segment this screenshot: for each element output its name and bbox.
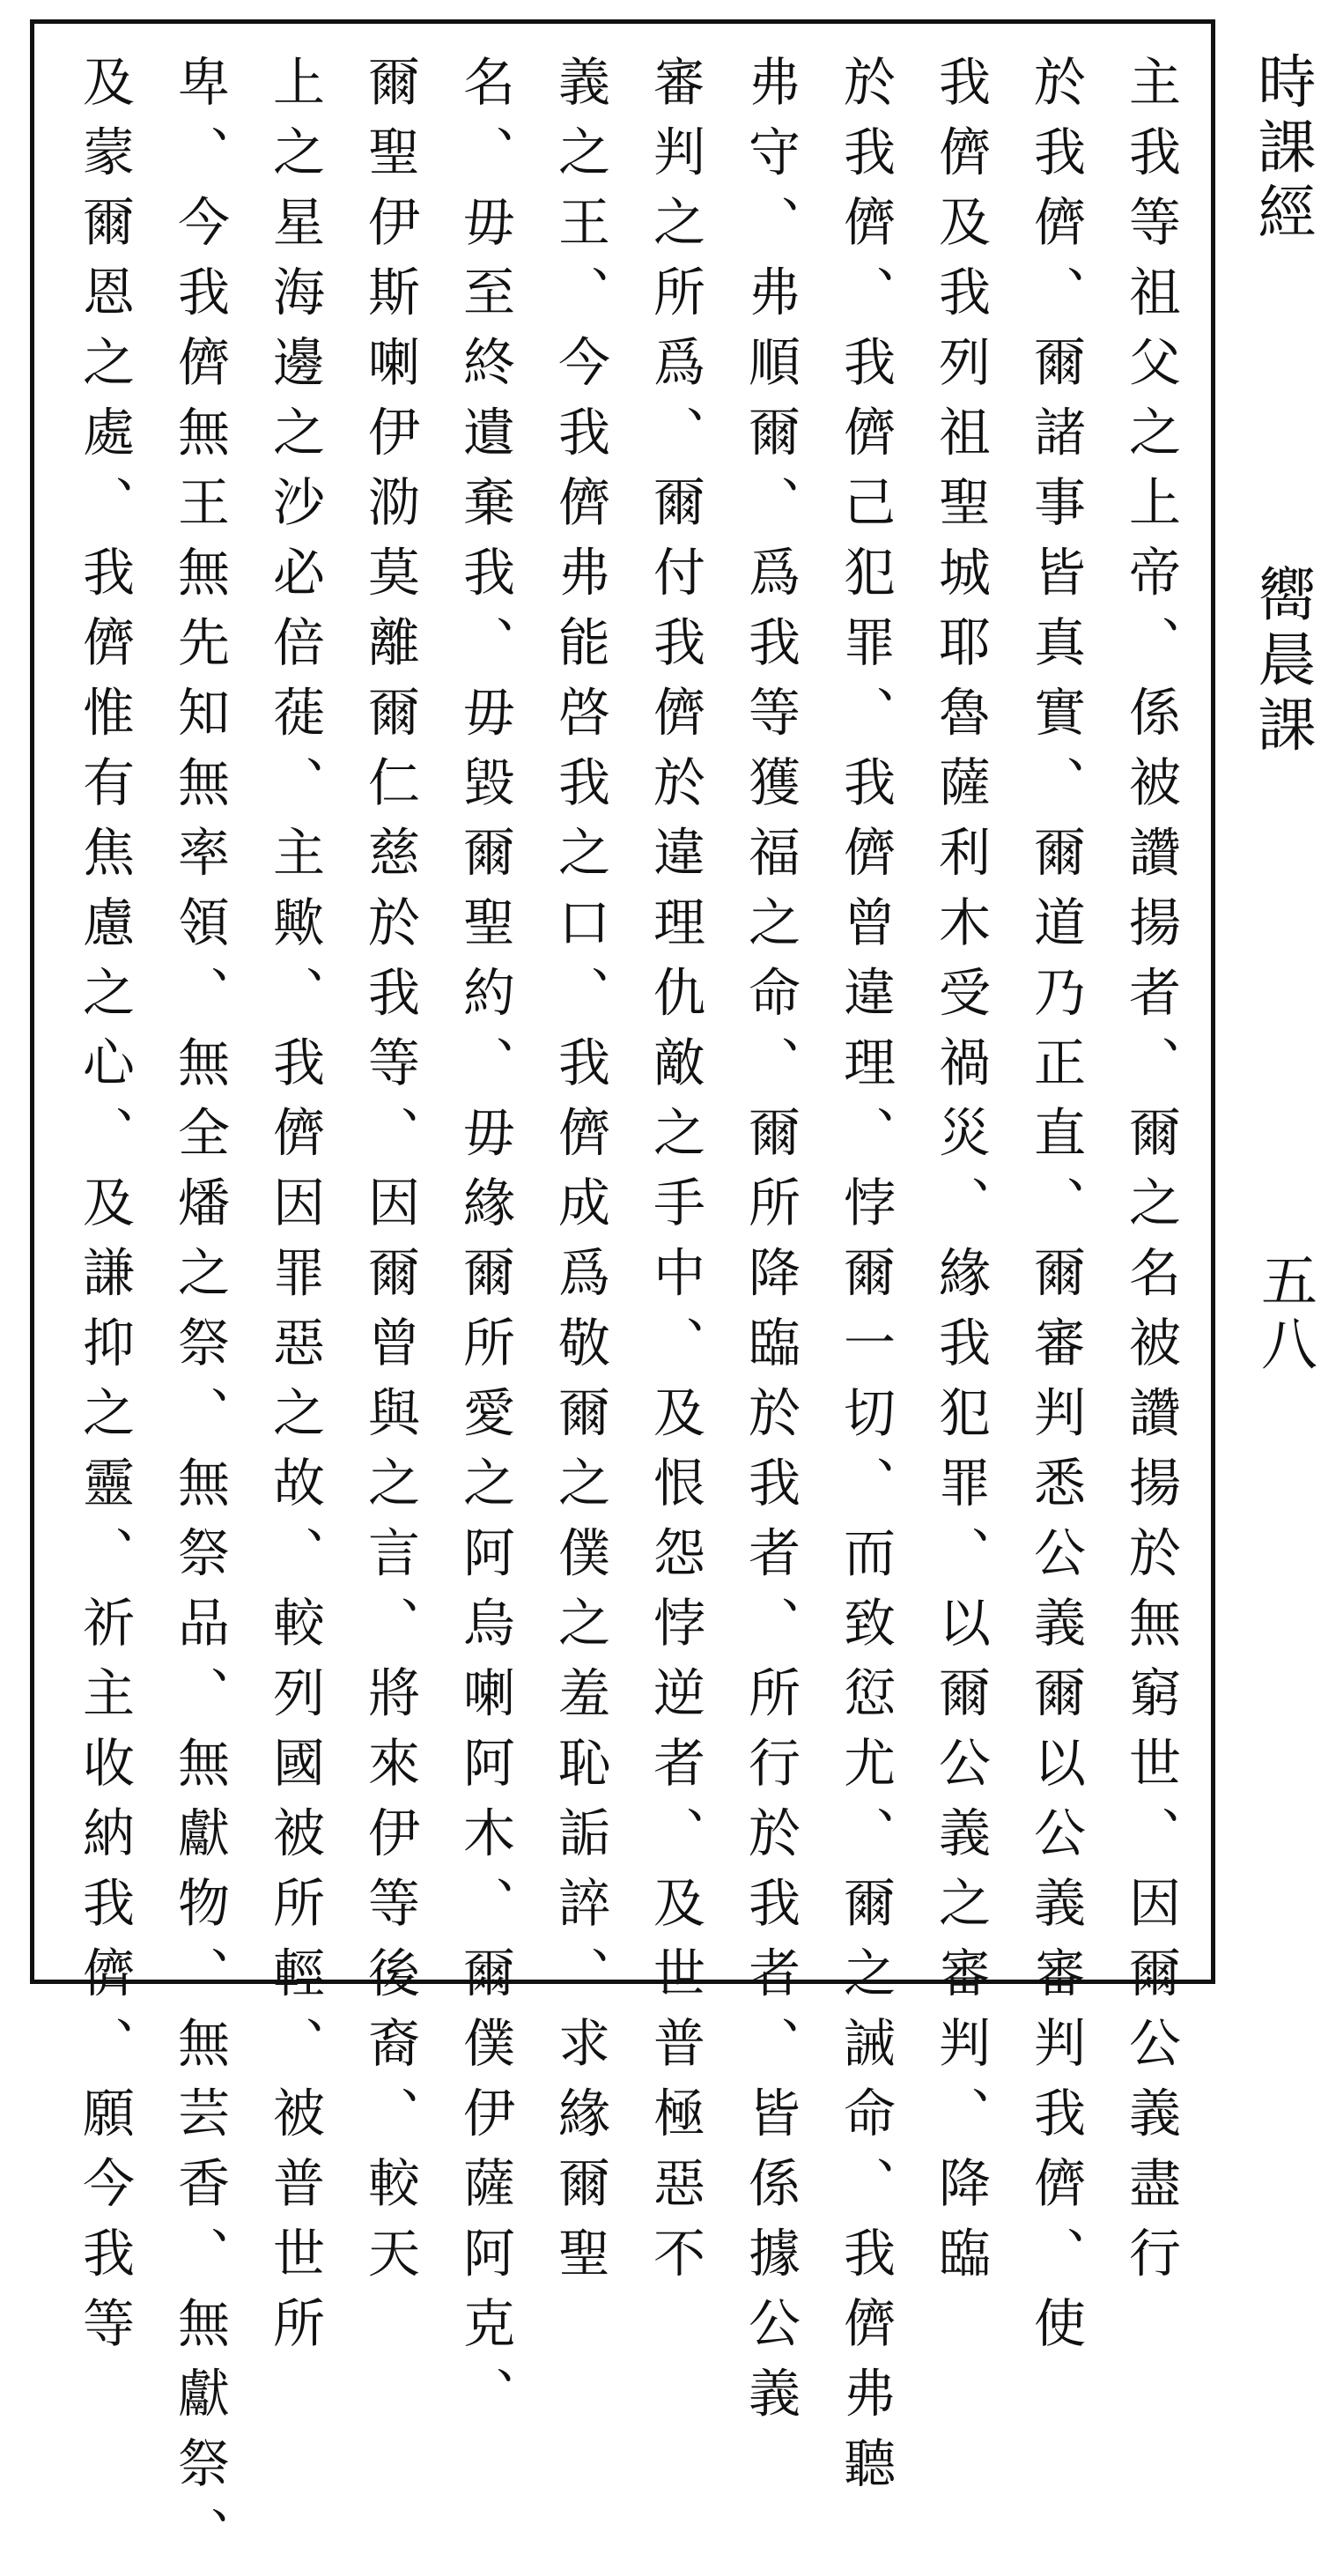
text-column-4: 於我儕、我儕己犯罪、我儕曾違理、悖爾一切、而致愆尤、爾之誡命、我儕弗聽	[835, 55, 896, 2506]
text-column-5: 弗守、弗順爾、爲我等獲福之命、爾所降臨於我者、所行於我者、皆係據公義	[740, 55, 801, 2436]
main-text	[62, 55, 1198, 2576]
text-column-2: 於我儕、爾諸事皆真實、爾道乃正直、爾審判悉公義爾以公義審判我儕、使	[1025, 55, 1086, 2366]
text-column-10: 上之星海邊之沙必倍蓰、主歟、我儕因罪惡之故、較列國被所輕、被普世所	[264, 55, 325, 2366]
text-column-9: 爾聖伊斯喇伊泐莫離爾仁慈於我等、因爾曾與之言、將來伊等後裔、較天	[359, 55, 420, 2296]
text-column-7: 義之王、今我儕弗能啓我之口、我儕成爲敬爾之僕之羞恥詬誶、求緣爾聖	[550, 55, 610, 2296]
running-title: 時課經	[1248, 51, 1316, 247]
text-column-3: 我儕及我列祖聖城耶魯薩利木受禍災、緣我犯罪、以爾公義之審判、降臨	[930, 55, 991, 2296]
page-number: 五八	[1251, 1251, 1317, 1378]
section-title: 嚮晨課	[1248, 564, 1316, 759]
text-column-1: 主我等祖父之上帝、係被讚揚者、爾之名被讚揚於無窮世、因爾公義盡行	[1120, 55, 1181, 2296]
text-column-6: 審判之所爲、爾付我儕於違理仇敵之手中、及恨怨悖逆者、及世普極惡不	[645, 55, 705, 2296]
text-column-12: 及蒙爾恩之處、我儕惟有焦慮之心、及謙抑之靈、祈主收納我儕、願今我等	[74, 55, 135, 2366]
text-column-11: 卑、今我儕無王無先知無率領、無全燔之祭、無祭品、無獻物、無芸香、無獻祭、	[169, 55, 230, 2576]
text-column-8: 名、毋至終遺棄我、毋毀爾聖約、毋緣爾所愛之阿烏喇阿木、爾僕伊薩阿克、	[454, 55, 515, 2436]
